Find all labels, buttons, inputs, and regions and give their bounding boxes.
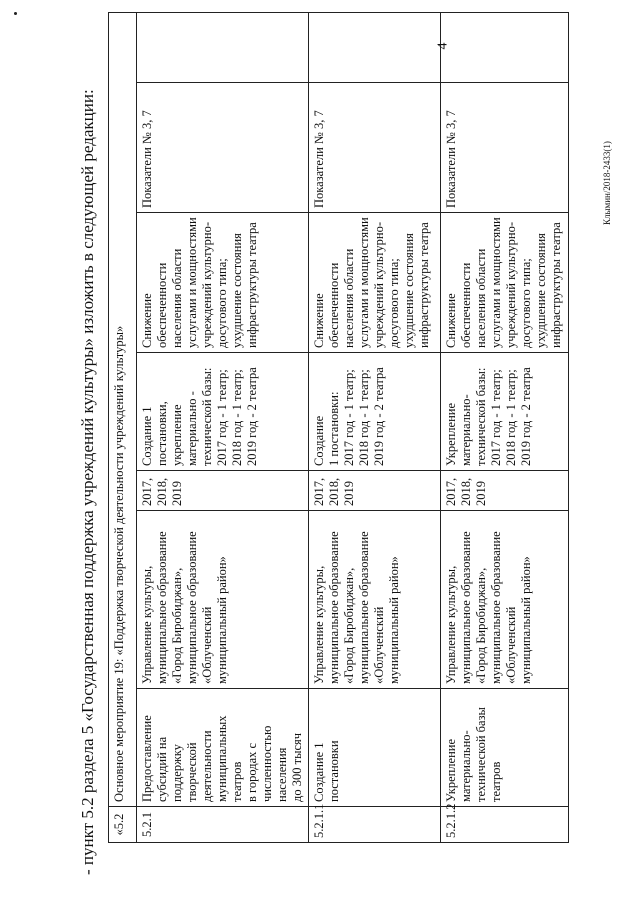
years: 2017, 2018, 2019	[309, 471, 441, 511]
row-number: 5.2.1.1	[309, 807, 441, 843]
table-row	[309, 12, 441, 842]
expected-result: Создание 1 постановки, укрепление материально - технической базы: 2017 год - 1 театр; 2018 год - 1 театр; 2019 год - 2 театра	[137, 353, 309, 471]
indicators: Показатели № 3, 7	[309, 83, 441, 213]
measure-name: Предоставление субсидий на поддержку творческой деятельности муниципальных театров в городах с численностью населения до 300 тысяч	[137, 689, 309, 807]
section-row	[109, 12, 137, 842]
table-row	[137, 12, 309, 842]
empty-cell	[309, 12, 441, 82]
expected-result: Создание 1 постановки: 2017 год - 1 театр; 2018 год - 1 театр; 2019 год - 2 театра	[309, 353, 441, 471]
row-number: 5.2.1.2	[441, 807, 569, 843]
years: 2017, 2018, 2019	[441, 471, 569, 511]
measures-table	[108, 12, 569, 843]
empty-cell	[441, 12, 569, 82]
consequences: Снижение обеспеченности населения области услугами и мощностями учреждений культурно- досугового типа; ухудшение состояния инфраструктуры театра	[137, 213, 309, 353]
indicators: Показатели № 3, 7	[137, 83, 309, 213]
indicators: Показатели № 3, 7	[441, 83, 569, 213]
section-title: Основное мероприятие 19: «Поддержка творческой деятельности учреждений культуры»	[109, 12, 137, 806]
executors: Управление культуры, муниципальное образование «Город Биробиджан», муниципальное образование «Облученский муниципальный район»	[137, 511, 309, 689]
executors: Управление культуры, муниципальное образование «Город Биробиджан», муниципальное образование «Облученский муниципальный район»	[309, 511, 441, 689]
table-row	[441, 12, 569, 842]
consequences: Снижение обеспеченности населения области услугами и мощностями учреждений культурно- досугового типа; ухудшение состояния инфраструктуры театра	[441, 213, 569, 353]
page-number: 4	[435, 42, 451, 50]
expected-result: Укрепление материально- технической базы: 2017 год - 1 театр; 2018 год - 1 театр; 2019 год - 2 театра	[441, 353, 569, 471]
consequences: Снижение обеспеченности населения области услугами и мощностями учреждений культурно- досугового типа; ухудшение состояния инфраструктуры театра	[309, 213, 441, 353]
executors: Управление культуры, муниципальное образование «Город Биробиджан», муниципальное образование «Облученский муниципальный район»	[441, 511, 569, 689]
row-number: 5.2.1	[137, 807, 309, 843]
measure-name: Укрепление материально- технической базы театров	[441, 689, 569, 807]
measure-name: Создание 1 постановки	[309, 689, 441, 807]
document-footer-code: Клымин/2018-2433(1)	[602, 141, 612, 225]
section-number: «5.2	[109, 807, 137, 843]
years: 2017, 2018, 2019	[137, 471, 309, 511]
amendment-heading: - пункт 5.2 раздела 5 «Государственная поддержка учреждений культуры» изложить в следующей редакции:	[78, 89, 97, 875]
empty-cell	[137, 12, 309, 82]
